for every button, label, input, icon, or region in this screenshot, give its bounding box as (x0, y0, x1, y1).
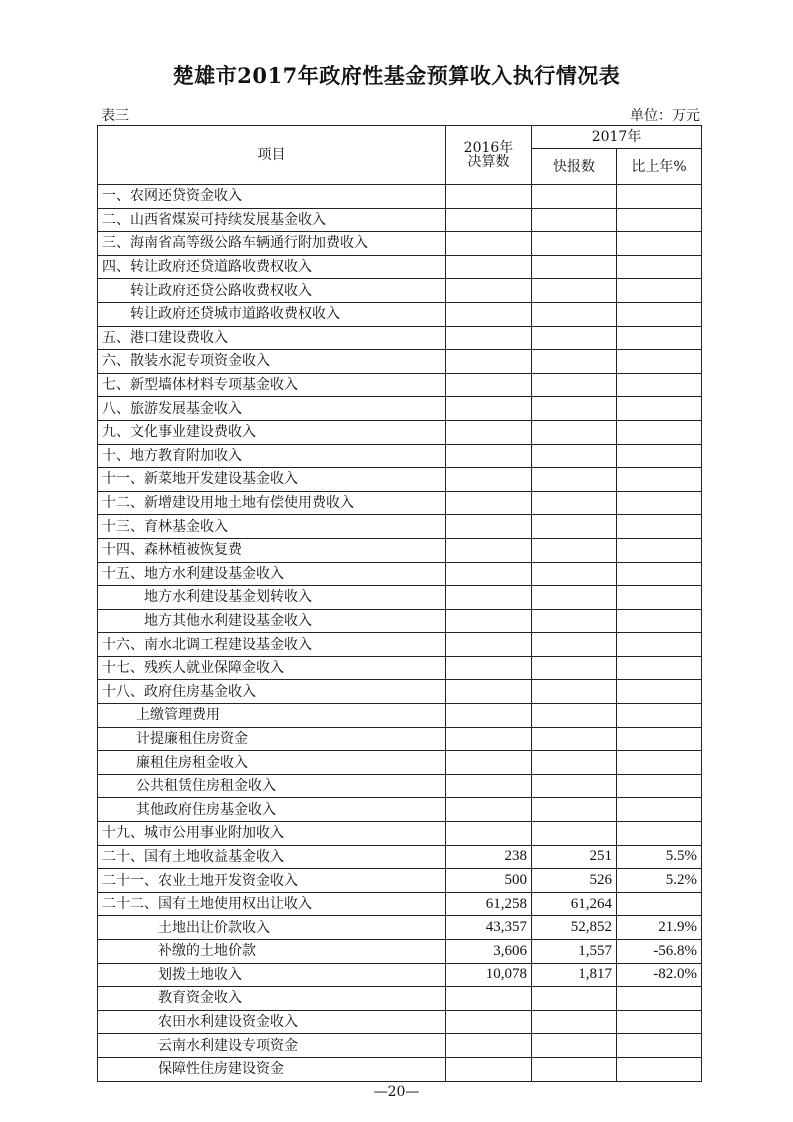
table-row (98, 1057, 702, 1081)
row-yoy-percent (617, 633, 702, 657)
row-2016-final-value (446, 208, 532, 232)
row-2017-quick-value (532, 468, 617, 492)
header-2016-final (446, 126, 532, 185)
row-item-name: 六、散装水泥专项资金收入 (98, 350, 446, 374)
row-item-name: 补缴的土地价款 (98, 940, 446, 964)
row-item-name: 五、港口建设费收入 (98, 326, 446, 350)
row-2016-final-value (446, 373, 532, 397)
fund-revenue-table (97, 125, 702, 1082)
row-yoy-percent (617, 279, 702, 303)
row-2017-quick-value (532, 255, 617, 279)
row-yoy-percent (617, 892, 702, 916)
row-yoy-percent (617, 468, 702, 492)
row-yoy-percent (617, 420, 702, 444)
row-yoy-percent (617, 1034, 702, 1058)
table-row (98, 397, 702, 421)
row-item-name: 九、文化事业建设费收入 (98, 420, 446, 444)
row-item-name: 农田水利建设资金收入 (98, 1010, 446, 1034)
row-2017-quick-value: 61,264 (532, 892, 617, 916)
row-2017-quick-value (532, 444, 617, 468)
row-2017-quick-value: 52,852 (532, 916, 617, 940)
row-2016-final-value (446, 751, 532, 775)
row-2017-quick-value (532, 751, 617, 775)
row-2016-final-value (446, 255, 532, 279)
row-yoy-percent (617, 562, 702, 586)
row-item-name: 教育资金收入 (98, 987, 446, 1011)
table-row (98, 515, 702, 539)
table-row (98, 680, 702, 704)
row-yoy-percent (617, 208, 702, 232)
header-2016-line: 2016年 (463, 140, 514, 156)
row-2016-final-value (446, 397, 532, 421)
table-row (98, 704, 702, 728)
table-row (98, 633, 702, 657)
row-2017-quick-value (532, 373, 617, 397)
row-2016-final-value (446, 798, 532, 822)
row-2016-final-value: 3,606 (446, 940, 532, 964)
row-2017-quick-value (532, 302, 617, 326)
row-2016-final-value (446, 656, 532, 680)
row-2016-final-value: 61,258 (446, 892, 532, 916)
row-2017-quick-value (532, 350, 617, 374)
row-2016-final-value (446, 468, 532, 492)
table-row (98, 350, 702, 374)
row-2017-quick-value (532, 1034, 617, 1058)
row-yoy-percent (617, 302, 702, 326)
table-row (98, 302, 702, 326)
table-row (98, 656, 702, 680)
row-yoy-percent (617, 397, 702, 421)
row-item-name: 转让政府还贷城市道路收费权收入 (98, 302, 446, 326)
table-row (98, 538, 702, 562)
row-2016-final-value (446, 538, 532, 562)
row-2017-quick-value: 1,817 (532, 963, 617, 987)
row-2017-quick-value: 526 (532, 869, 617, 893)
table-number: 表三 (101, 108, 129, 124)
row-item-name: 十三、育林基金收入 (98, 515, 446, 539)
row-item-name: 划拨土地收入 (98, 963, 446, 987)
header-quick-report: 快报数 (532, 149, 617, 185)
row-item-name: 十一、新菜地开发建设基金收入 (98, 468, 446, 492)
row-2017-quick-value (532, 232, 617, 256)
table-row (98, 586, 702, 610)
row-item-name: 二十二、国有土地使用权出让收入 (98, 892, 446, 916)
row-yoy-percent (617, 232, 702, 256)
row-2017-quick-value (532, 397, 617, 421)
row-2017-quick-value (532, 326, 617, 350)
table-row (98, 892, 702, 916)
row-2016-final-value (446, 633, 532, 657)
row-2017-quick-value (532, 704, 617, 728)
page-number: —20— (373, 1084, 420, 1100)
row-2016-final-value (446, 680, 532, 704)
row-yoy-percent (617, 444, 702, 468)
row-2017-quick-value (532, 1010, 617, 1034)
table-row (98, 798, 702, 822)
row-2016-final-value (446, 609, 532, 633)
row-yoy-percent (617, 1010, 702, 1034)
table-row (98, 822, 702, 846)
row-2016-final-value: 500 (446, 869, 532, 893)
table-row (98, 279, 702, 303)
row-2017-quick-value (532, 1057, 617, 1081)
table-row (98, 1034, 702, 1058)
row-2016-final-value (446, 1057, 532, 1081)
row-yoy-percent (617, 798, 702, 822)
table-row (98, 562, 702, 586)
row-2017-quick-value (532, 185, 617, 209)
row-yoy-percent (617, 987, 702, 1011)
table-row (98, 208, 702, 232)
row-2017-quick-value (532, 279, 617, 303)
row-item-name: 计提廉租住房资金 (98, 727, 446, 751)
row-2017-quick-value (532, 515, 617, 539)
row-yoy-percent (617, 373, 702, 397)
row-item-name: 八、旅游发展基金收入 (98, 397, 446, 421)
row-yoy-percent (617, 255, 702, 279)
row-yoy-percent: 5.5% (617, 845, 702, 869)
page-title: 楚雄市2017年政府性基金预算收入执行情况表 (172, 63, 621, 88)
row-2016-final-value (446, 1034, 532, 1058)
row-2017-quick-value (532, 798, 617, 822)
row-item-name: 一、农网还贷资金收入 (98, 185, 446, 209)
row-yoy-percent: 5.2% (617, 869, 702, 893)
row-2016-final-value (446, 987, 532, 1011)
row-item-name: 十七、残疾人就业保障金收入 (98, 656, 446, 680)
row-2017-quick-value: 251 (532, 845, 617, 869)
row-item-name: 上缴管理费用 (98, 704, 446, 728)
row-yoy-percent (617, 586, 702, 610)
row-item-name: 土地出让价款收入 (98, 916, 446, 940)
row-2017-quick-value (532, 633, 617, 657)
row-2016-final-value (446, 444, 532, 468)
row-2017-quick-value (532, 822, 617, 846)
row-yoy-percent (617, 326, 702, 350)
row-2016-final-value (446, 185, 532, 209)
row-yoy-percent (617, 538, 702, 562)
row-yoy-percent (617, 515, 702, 539)
row-item-name: 二十一、农业土地开发资金收入 (98, 869, 446, 893)
table-row (98, 444, 702, 468)
row-yoy-percent (617, 704, 702, 728)
row-2017-quick-value (532, 727, 617, 751)
header-item: 项目 (98, 126, 446, 185)
row-yoy-percent (617, 751, 702, 775)
table-row (98, 326, 702, 350)
row-item-name: 廉租住房租金收入 (98, 751, 446, 775)
row-yoy-percent (617, 774, 702, 798)
row-2016-final-value (446, 232, 532, 256)
row-2016-final-value (446, 822, 532, 846)
row-item-name: 十五、地方水利建设基金收入 (98, 562, 446, 586)
table-row (98, 963, 702, 987)
row-yoy-percent (617, 680, 702, 704)
row-item-name: 公共租赁住房租金收入 (98, 774, 446, 798)
row-item-name: 十八、政府住房基金收入 (98, 680, 446, 704)
row-item-name: 二、山西省煤炭可持续发展基金收入 (98, 208, 446, 232)
table-row (98, 727, 702, 751)
header-2017: 2017年 (532, 126, 702, 149)
row-2017-quick-value (532, 609, 617, 633)
row-2017-quick-value (532, 586, 617, 610)
row-item-name: 十四、森林植被恢复费 (98, 538, 446, 562)
row-item-name: 十二、新增建设用地土地有偿使用费收入 (98, 491, 446, 515)
row-2016-final-value (446, 586, 532, 610)
row-item-name: 三、海南省高等级公路车辆通行附加费收入 (98, 232, 446, 256)
row-2016-final-value (446, 727, 532, 751)
table-row (98, 420, 702, 444)
row-2016-final-value (446, 515, 532, 539)
table-row (98, 940, 702, 964)
row-2016-final-value (446, 326, 532, 350)
row-2016-final-value: 43,357 (446, 916, 532, 940)
row-yoy-percent (617, 491, 702, 515)
row-yoy-percent (617, 185, 702, 209)
table-row (98, 609, 702, 633)
table-row (98, 845, 702, 869)
row-item-name: 云南水利建设专项资金 (98, 1034, 446, 1058)
row-item-name: 十六、南水北调工程建设基金收入 (98, 633, 446, 657)
row-item-name: 二十、国有土地收益基金收入 (98, 845, 446, 869)
table-row (98, 373, 702, 397)
row-item-name: 地方水利建设基金划转收入 (98, 586, 446, 610)
row-2017-quick-value (532, 562, 617, 586)
row-2016-final-value (446, 279, 532, 303)
table-row (98, 185, 702, 209)
row-2016-final-value (446, 420, 532, 444)
row-yoy-percent (617, 1057, 702, 1081)
row-yoy-percent (617, 727, 702, 751)
table-row (98, 916, 702, 940)
row-2016-final-value (446, 1010, 532, 1034)
table-row (98, 751, 702, 775)
table-row (98, 468, 702, 492)
row-yoy-percent (617, 350, 702, 374)
row-item-name: 四、转让政府还贷道路收费权收入 (98, 255, 446, 279)
row-item-name: 其他政府住房基金收入 (98, 798, 446, 822)
row-yoy-percent: -82.0% (617, 963, 702, 987)
row-item-name: 十九、城市公用事业附加收入 (98, 822, 446, 846)
row-2017-quick-value (532, 656, 617, 680)
row-item-name: 地方其他水利建设基金收入 (98, 609, 446, 633)
table-row (98, 987, 702, 1011)
row-2016-final-value (446, 491, 532, 515)
row-2016-final-value: 238 (446, 845, 532, 869)
row-yoy-percent (617, 609, 702, 633)
row-2016-final-value (446, 774, 532, 798)
row-2016-final-value (446, 302, 532, 326)
row-2017-quick-value (532, 538, 617, 562)
row-yoy-percent (617, 656, 702, 680)
table-row (98, 774, 702, 798)
table-row (98, 1010, 702, 1034)
row-yoy-percent: -56.8% (617, 940, 702, 964)
row-item-name: 十、地方教育附加收入 (98, 444, 446, 468)
header-yoy-percent: 比上年% (617, 149, 702, 185)
row-item-name: 转让政府还贷公路收费权收入 (98, 279, 446, 303)
row-2017-quick-value (532, 420, 617, 444)
table-row (98, 869, 702, 893)
row-2016-final-value (446, 562, 532, 586)
row-yoy-percent: 21.9% (617, 916, 702, 940)
row-2017-quick-value (532, 491, 617, 515)
header-2016-line: 决算数 (467, 154, 510, 170)
row-2016-final-value: 10,078 (446, 963, 532, 987)
row-2017-quick-value (532, 987, 617, 1011)
row-yoy-percent (617, 822, 702, 846)
row-2017-quick-value: 1,557 (532, 940, 617, 964)
row-2017-quick-value (532, 208, 617, 232)
unit-label: 单位：万元 (630, 108, 700, 124)
row-2016-final-value (446, 350, 532, 374)
row-item-name: 七、新型墙体材料专项基金收入 (98, 373, 446, 397)
table-row (98, 232, 702, 256)
table-row (98, 255, 702, 279)
table-row (98, 491, 702, 515)
row-2017-quick-value (532, 774, 617, 798)
row-item-name: 保障性住房建设资金 (98, 1057, 446, 1081)
row-2016-final-value (446, 704, 532, 728)
row-2017-quick-value (532, 680, 617, 704)
